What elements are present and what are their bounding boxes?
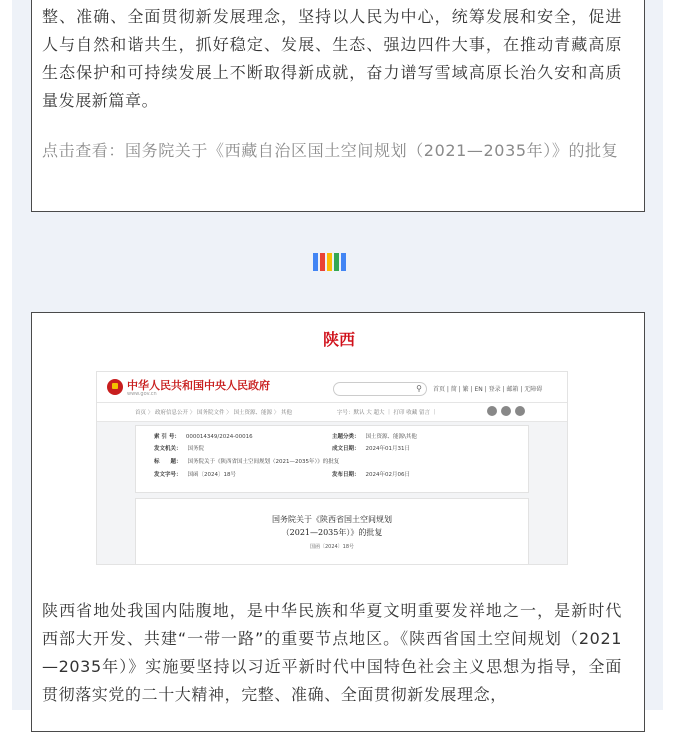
divider-bar [320, 253, 325, 271]
meta-date: 成文日期： 2024年01月31日 [332, 446, 411, 452]
gov-breadcrumb-bar [97, 403, 567, 422]
gov-page-screenshot[interactable] [96, 371, 568, 565]
meta-topic: 主题分类： 国土资源、能源\其他 [332, 434, 417, 440]
meta-issuer: 发文机关： 国务院 [154, 446, 205, 452]
xizang-paragraph: 整、准确、全面贯彻新发展理念，坚持以人民为中心，统筹发展和安全，促进人与自然和谐共生，抓好稳定、发展、生态、强边四件大事，在推动青藏高原生态保护和可持续发展上不断取得新成就，奋力谱写雪域高原长治久安和高质量发展新篇章。 [42, 7, 622, 110]
gov-page-tools: 字号：默认 大 超大 ｜ 打印 收藏 留言 ｜ [337, 410, 438, 416]
gov-top-nav: 首页 | 简 | 繁 | EN | 登录 | 邮箱 | 无障碍 [433, 386, 543, 393]
gov-site-url: www.gov.cn [127, 391, 157, 397]
xizang-card [31, 0, 645, 212]
gov-site-title: 中华人民共和国中央人民政府 [127, 379, 270, 392]
gov-breadcrumb: 首页 〉 政府信息公开 〉 国务院文件 〉 国土资源、能源 〉 其他 [135, 410, 292, 416]
gov-doc-number: 国函〔2024〕18号 [309, 544, 355, 550]
gov-doc-body [135, 498, 529, 565]
meta-pubdate: 发布日期： 2024年02月06日 [332, 472, 411, 478]
divider-bar [334, 253, 339, 271]
shaanxi-title: 陕西 [322, 330, 355, 349]
xizang-approval-link[interactable]: 点击查看：国务院关于《西藏自治区国土空间规划（2021—2035年）》的批复 [42, 141, 619, 160]
divider-bar [313, 253, 318, 271]
divider-bar [341, 253, 346, 271]
section-divider [313, 253, 365, 271]
shaanxi-paragraph: 陕西省地处我国内陆腹地，是中华民族和华夏文明重要发祥地之一，是新时代西部大开发、共建“一带一路”的重要节点地区。《陕西省国土空间规划（2021—2035年）》实施要坚持以习近平新时代中国特色社会主义思想为指导，全面贯彻落实党的二十大精神，完整、准确、全面贯彻新发展理念， [42, 601, 622, 704]
divider-bar [327, 253, 332, 271]
doc-title-line1: 国务院关于《陕西省国土空间规划 [272, 515, 392, 524]
gov-search-input [333, 382, 427, 396]
search-icon: ⚲ [416, 384, 422, 393]
gov-doc-title [136, 513, 528, 539]
shaanxi-card [31, 312, 645, 732]
meta-docno: 发文字号： 国函〔2024〕18号 [154, 472, 237, 478]
wechat-share-icon [487, 406, 497, 416]
gov-site-header [97, 372, 567, 403]
qq-share-icon [515, 406, 525, 416]
doc-title-line2: （2021—2035年）》的批复 [281, 528, 383, 537]
weibo-share-icon [501, 406, 511, 416]
gov-doc-meta-table [135, 425, 529, 493]
meta-subject: 标 题： 国务院关于《陕西省国土空间规划（2021—2035年）》的批复 [154, 459, 340, 465]
national-emblem-icon [107, 379, 123, 395]
meta-index: 索 引 号： 000014349/2024-00016 [154, 434, 253, 440]
